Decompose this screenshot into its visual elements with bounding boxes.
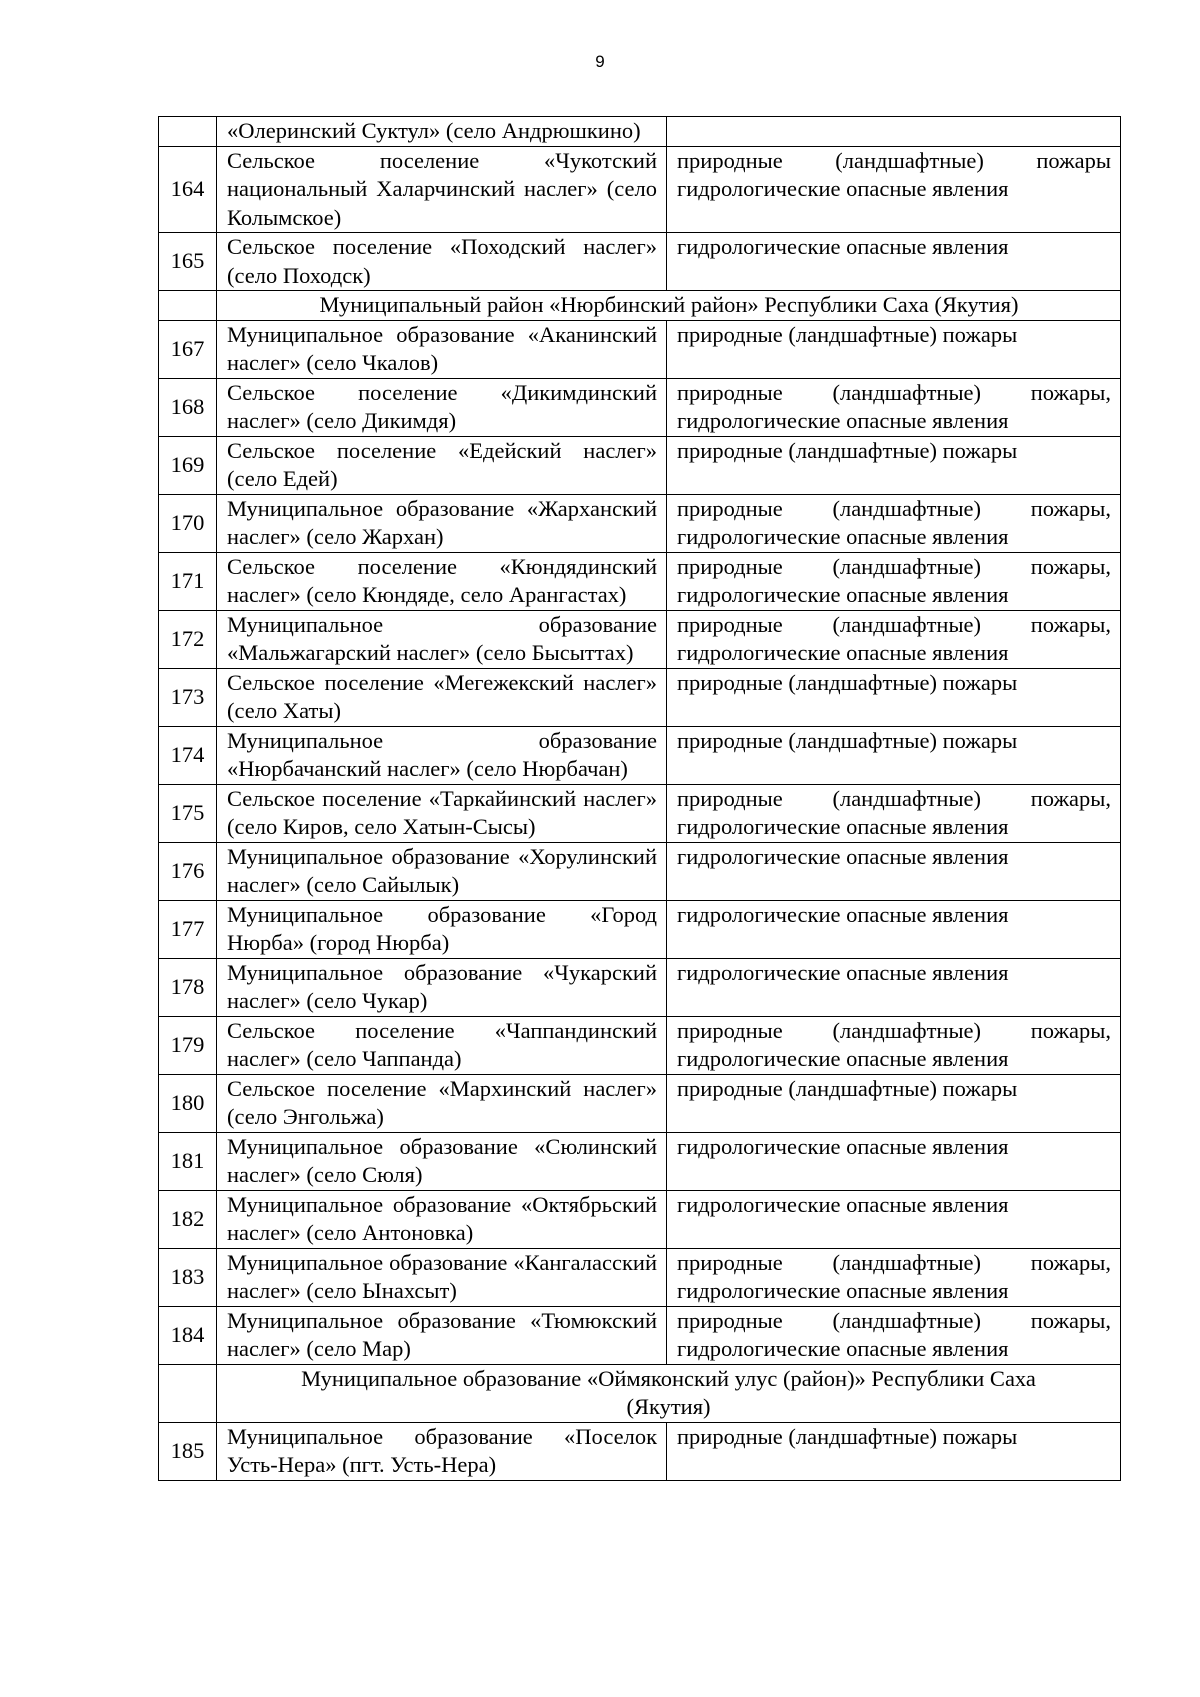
table-row [159, 436, 1121, 494]
row-number: 165 [159, 233, 217, 291]
hazard-types: природные (ландшафтные) пожары, гидрологические опасные явления [667, 494, 1121, 552]
settlement-name: Сельское поселение «Чукотский национальный Халарчинский наслег» (село Колымское) [217, 146, 667, 233]
hazard-types: природные (ландшафтные) пожары, гидрологические опасные явления [667, 784, 1121, 842]
settlement-name: Муниципальное образование «Нюрбачанский наслег» (село Нюрбачан) [217, 726, 667, 784]
hazard-types [667, 117, 1121, 147]
table-row [159, 842, 1121, 900]
row-number [159, 117, 217, 147]
row-number [159, 1364, 217, 1422]
row-number: 182 [159, 1190, 217, 1248]
row-number: 169 [159, 436, 217, 494]
settlement-name: Сельское поселение «Таркайинский наслег» (село Киров, село Хатын-Сысы) [217, 784, 667, 842]
settlement-name: Сельское поселение «Походский наслег» (село Походск) [217, 233, 667, 291]
page-number: 9 [595, 52, 605, 71]
hazard-types: природные (ландшафтные) пожары, гидрологические опасные явления [667, 378, 1121, 436]
hazard-types: природные (ландшафтные) пожары [667, 320, 1121, 378]
row-number: 172 [159, 610, 217, 668]
row-number: 173 [159, 668, 217, 726]
hazard-types: гидрологические опасные явления [667, 1190, 1121, 1248]
hazard-types: природные (ландшафтные) пожары, гидрологические опасные явления [667, 552, 1121, 610]
table-row [159, 1074, 1121, 1132]
hazard-types: природные (ландшафтные) пожары, гидрологические опасные явления [667, 1306, 1121, 1364]
table-row [159, 378, 1121, 436]
row-number: 180 [159, 1074, 217, 1132]
settlements-table [158, 116, 1121, 1481]
district-header-row [159, 1364, 1121, 1422]
row-number: 185 [159, 1422, 217, 1480]
row-number: 184 [159, 1306, 217, 1364]
settlement-name: Муниципальное образование «Тюмюкский наслег» (село Мар) [217, 1306, 667, 1364]
row-number: 181 [159, 1132, 217, 1190]
settlement-name: Сельское поселение «Мархинский наслег» (село Энгольжа) [217, 1074, 667, 1132]
table-row [159, 1132, 1121, 1190]
settlement-name: Сельское поселение «Чаппандинский наслег» (село Чаппанда) [217, 1016, 667, 1074]
row-number: 171 [159, 552, 217, 610]
hazard-types: природные (ландшафтные) пожары, гидрологические опасные явления [667, 1248, 1121, 1306]
settlement-name: Муниципальное образование «Сюлинский наслег» (село Сюля) [217, 1132, 667, 1190]
settlement-name: Сельское поселение «Кюндядинский наслег» (село Кюндяде, село Арангастах) [217, 552, 667, 610]
row-number: 164 [159, 146, 217, 233]
table-row [159, 1248, 1121, 1306]
hazard-types: природные (ландшафтные) пожары [667, 726, 1121, 784]
settlement-name: Муниципальное образование «Поселок Усть-Нера» (пгт. Усть-Нера) [217, 1422, 667, 1480]
settlement-name: Муниципальное образование «Хорулинский наслег» (село Сайылык) [217, 842, 667, 900]
table-row [159, 552, 1121, 610]
table-row [159, 668, 1121, 726]
table-row [159, 1422, 1121, 1480]
hazard-types: природные (ландшафтные) пожары гидрологические опасные явления [667, 146, 1121, 233]
settlement-name: Муниципальное образование «Мальжагарский наслег» (село Бысыттах) [217, 610, 667, 668]
settlements-table-body [159, 117, 1121, 1481]
hazard-types: гидрологические опасные явления [667, 958, 1121, 1016]
row-number: 170 [159, 494, 217, 552]
table-row [159, 494, 1121, 552]
table-row [159, 958, 1121, 1016]
settlement-name: Муниципальное образование «Кангаласский наслег» (село Ынахсыт) [217, 1248, 667, 1306]
table-row [159, 146, 1121, 233]
table-row [159, 1190, 1121, 1248]
table-row [159, 610, 1121, 668]
settlement-name: Сельское поселение «Дикимдинский наслег» (село Дикимдя) [217, 378, 667, 436]
hazard-types: гидрологические опасные явления [667, 842, 1121, 900]
hazard-types: природные (ландшафтные) пожары [667, 668, 1121, 726]
settlement-name: Сельское поселение «Едейский наслег» (село Едей) [217, 436, 667, 494]
table-row [159, 233, 1121, 291]
row-number: 168 [159, 378, 217, 436]
district-header: Муниципальное образование «Оймяконский улус (район)» Республики Саха (Якутия) [217, 1364, 1121, 1422]
hazard-types: гидрологические опасные явления [667, 900, 1121, 958]
table-row [159, 320, 1121, 378]
hazard-types: гидрологические опасные явления [667, 1132, 1121, 1190]
settlement-name: «Олеринский Суктул» (село Андрюшкино) [217, 117, 667, 147]
district-header-row [159, 291, 1121, 321]
settlement-name: Муниципальное образование «Город Нюрба» (город Нюрба) [217, 900, 667, 958]
table-row [159, 726, 1121, 784]
row-number: 178 [159, 958, 217, 1016]
hazard-types: природные (ландшафтные) пожары [667, 1422, 1121, 1480]
row-number: 174 [159, 726, 217, 784]
row-number: 179 [159, 1016, 217, 1074]
table-row [159, 1016, 1121, 1074]
hazard-types: природные (ландшафтные) пожары, гидрологические опасные явления [667, 610, 1121, 668]
row-number [159, 291, 217, 321]
settlement-name: Муниципальное образование «Октябрьский наслег» (село Антоновка) [217, 1190, 667, 1248]
table-row [159, 784, 1121, 842]
hazard-types: природные (ландшафтные) пожары, гидрологические опасные явления [667, 1016, 1121, 1074]
row-number: 176 [159, 842, 217, 900]
settlement-name: Муниципальное образование «Аканинский наслег» (село Чкалов) [217, 320, 667, 378]
table-row [159, 117, 1121, 147]
settlement-name: Сельское поселение «Мегежекский наслег» (село Хаты) [217, 668, 667, 726]
settlement-name: Муниципальное образование «Чукарский наслег» (село Чукар) [217, 958, 667, 1016]
table-row [159, 1306, 1121, 1364]
district-header: Муниципальный район «Нюрбинский район» Республики Саха (Якутия) [217, 291, 1121, 321]
hazard-types: природные (ландшафтные) пожары [667, 436, 1121, 494]
hazard-types: гидрологические опасные явления [667, 233, 1121, 291]
settlement-name: Муниципальное образование «Жарханский наслег» (село Жархан) [217, 494, 667, 552]
row-number: 183 [159, 1248, 217, 1306]
hazard-types: природные (ландшафтные) пожары [667, 1074, 1121, 1132]
row-number: 177 [159, 900, 217, 958]
row-number: 175 [159, 784, 217, 842]
row-number: 167 [159, 320, 217, 378]
table-row [159, 900, 1121, 958]
